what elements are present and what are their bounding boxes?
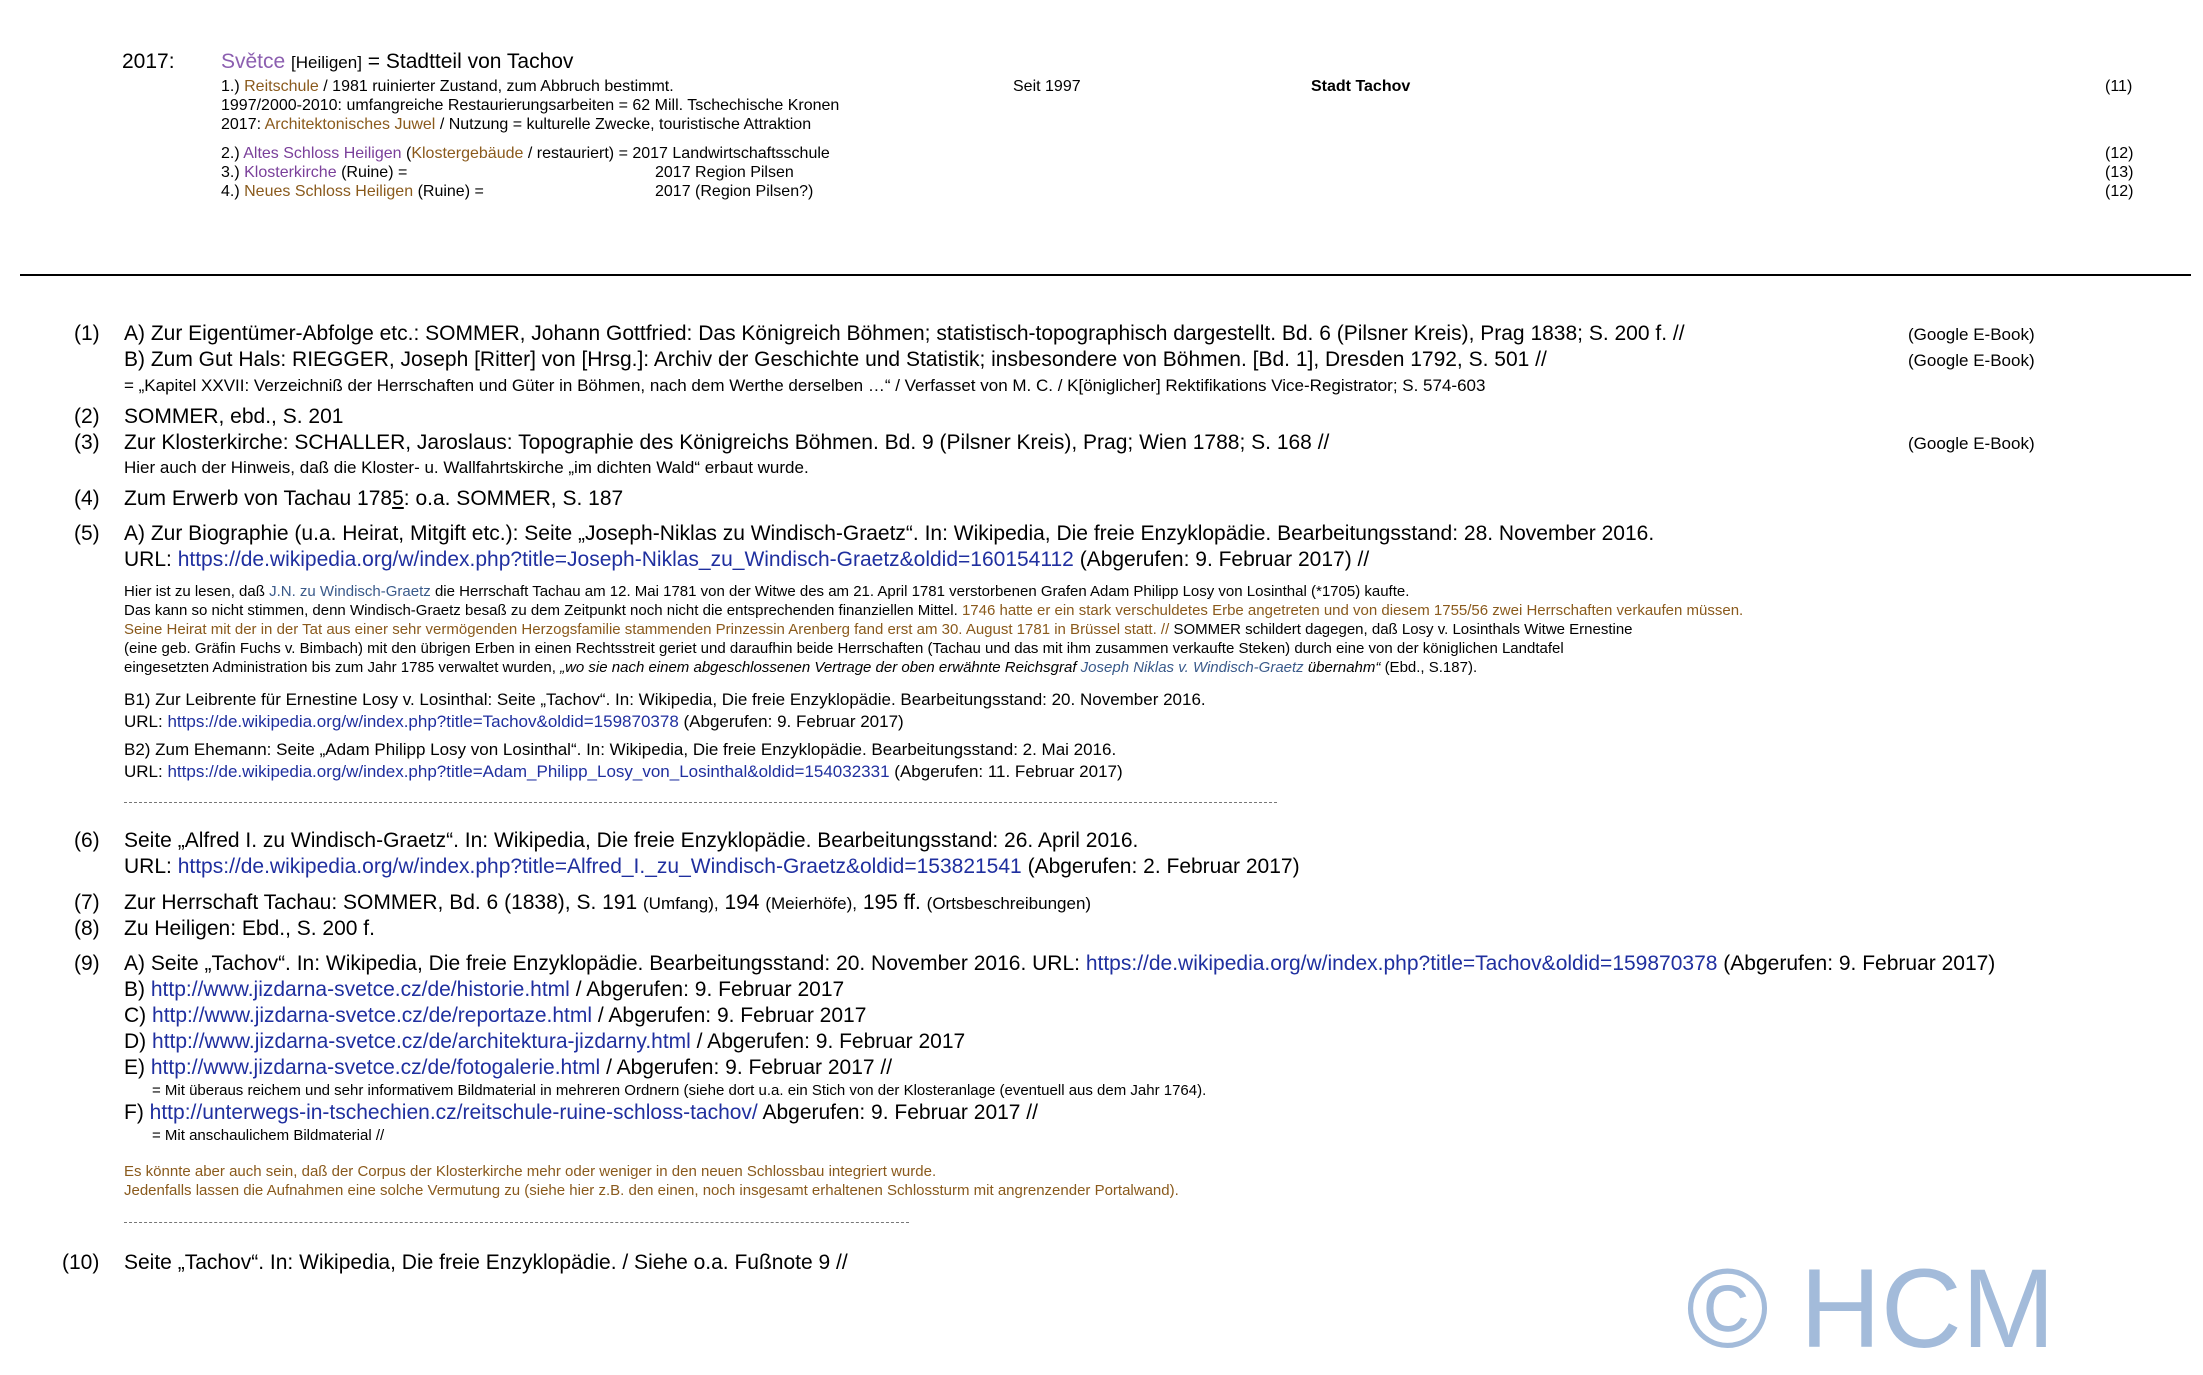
footnote-number: (6) [74, 829, 100, 852]
url-label: URL: [124, 762, 163, 781]
url-label: URL: [124, 855, 172, 878]
footnote-5-b2: B2) Zum Ehemann: Seite „Adam Philipp Losy von Losinthal“. In: Wikipedia, Die freie Enzyklopädie. Bearbeitungsstand: 2. Mai 2016. [124, 740, 1117, 759]
letter: C) [124, 1004, 147, 1027]
footnote-5-para-3 [124, 621, 1633, 638]
title-rest: = Stadtteil von Tachov [367, 50, 574, 73]
person-name: J.N. zu Windisch-Graetz [269, 583, 431, 600]
retrieved: (Abgerufen: 9. Februar 2017) [683, 712, 904, 731]
title-bracket: [Heiligen] [291, 53, 362, 72]
web-link[interactable]: http://www.jizdarna-svetce.cz/de/architektura-jizdarny.html [152, 1030, 691, 1053]
letter: E) [124, 1056, 145, 1079]
retrieved: (Abgerufen: 11. Februar 2017) [894, 762, 1123, 781]
footnote-5-para-2 [124, 602, 1743, 619]
web-link[interactable]: http://www.jizdarna-svetce.cz/de/reportaze.html [152, 1004, 593, 1027]
site-desc: (Ruine) = [417, 183, 484, 200]
site-num: 4.) [221, 183, 240, 200]
wiki-link[interactable]: https://de.wikipedia.org/w/index.php?title=Joseph-Niklas_zu_Windisch-Graetz&oldid=160154112 [177, 548, 1074, 571]
site-row-3-status: 2017 Region Pilsen [655, 164, 794, 181]
footnote-5-para-4: (eine geb. Gräfin Fuchs v. Bimbach) mit den übrigen Erben in einen Rechtsstreit geriet und daraufhin beide Herrschaften (Tachau und das mit ihm zusammen verkaufte Steken) durch eine von der königlichen Landtafel [124, 640, 1564, 657]
footnote-9a [124, 952, 1995, 976]
text: 195 ff. [862, 891, 921, 914]
letter: F) [124, 1101, 144, 1124]
footnote-number: (2) [74, 405, 100, 428]
site-name: Altes Schloss Heiligen [243, 145, 402, 162]
site-status: restauriert) = 2017 Landwirtschaftsschule [536, 145, 830, 162]
site-row-2-note: (12) [2105, 145, 2134, 162]
site-row-1c [221, 116, 811, 134]
site-name: Reitschule [244, 78, 319, 95]
url-label: URL: [124, 712, 163, 731]
retrieved: (Abgerufen: 2. Februar 2017) [1027, 855, 1300, 878]
section-divider [20, 274, 2191, 276]
wiki-link[interactable]: https://de.wikipedia.org/w/index.php?title=Tachov&oldid=159870378 [167, 712, 679, 731]
letter: D) [124, 1030, 147, 1053]
retrieved: Abgerufen: 9. Februar 2017 // [762, 1101, 1038, 1124]
site-desc: / 1981 ruinierter Zustand, zum Abbruch bestimmt. [323, 78, 674, 95]
text: : o.a. SOMMER, S. 187 [403, 487, 624, 510]
highlight: Architektonisches Juwel [264, 116, 436, 133]
person-name: Joseph Niklas v. Windisch-Graetz [1080, 659, 1304, 676]
wiki-link[interactable]: https://de.wikipedia.org/w/index.php?title=Tachov&oldid=159870378 [1085, 952, 1718, 975]
site-row-1 [221, 78, 674, 96]
web-link[interactable]: http://unterwegs-in-tschechien.cz/reitschule-ruine-schloss-tachov/ [149, 1101, 758, 1124]
text: A) Seite „Tachov“. In: Wikipedia, Die freie Enzyklopädie. Bearbeitungsstand: 20. November 2016. URL: [124, 952, 1080, 975]
footnote-6: Seite „Alfred I. zu Windisch-Graetz“. In: Wikipedia, Die freie Enzyklopädie. Bearbeitungsstand: 26. April 2016. [124, 829, 1139, 852]
site-num: 1.) [221, 78, 240, 95]
title-place: Světce [221, 50, 286, 73]
text: die Herrschaft Tachau am 12. Mai 1781 von der Witwe des am 21. April 1781 verstorbenen Grafen Adam Philipp Losy von Losinthal (*1705) kaufte. [434, 583, 1410, 600]
footnote-9d [124, 1030, 965, 1054]
site-row-3 [221, 164, 407, 182]
retrieved: (Abgerufen: 9. Februar 2017) [1723, 952, 1996, 975]
comment-line-2: Jedenfalls lassen die Aufnahmen eine solche Vermutung zu (siehe hier z.B. den einen, noch insgesamt erhaltenen Schlossturm mit angrenzender Portalwand). [124, 1182, 1179, 1199]
footnote-5-para-5 [124, 659, 1477, 676]
footnote-5a: A) Zur Biographie (u.a. Heirat, Mitgift etc.): Seite „Joseph-Niklas zu Windisch-Graetz“. In: Wikipedia, Die freie Enzyklopädie. Bearbeitungsstand: 28. November 2016. [124, 522, 1655, 545]
wiki-link[interactable]: https://de.wikipedia.org/w/index.php?title=Alfred_I._zu_Windisch-Graetz&oldid=153821541 [177, 855, 1022, 878]
small-text: (Umfang), [643, 894, 719, 913]
footnote-5-b2-url-line [124, 762, 1123, 782]
google-ebook-note: (Google E-Book) [1908, 351, 2035, 370]
site-row-4 [221, 183, 484, 201]
footnote-number: (4) [74, 487, 100, 510]
footnote-8: Zu Heiligen: Ebd., S. 200 f. [124, 917, 375, 940]
site-num: 2.) [221, 145, 240, 162]
site-row-4-status: 2017 (Region Pilsen?) [655, 183, 814, 200]
text: Zum Erwerb von Tachau 178 [124, 487, 393, 510]
footnote-1a: A) Zur Eigentümer-Abfolge etc.: SOMMER, Johann Gottfried: Das Königreich Böhmen; statistisch-topographisch dargestellt. Bd. 6 (Pilsner Kreis), Prag 1838; S. 200 f. // [124, 322, 1685, 345]
google-ebook-note: (Google E-Book) [1908, 325, 2035, 344]
site-row-2 [221, 145, 830, 163]
dashed-divider [124, 802, 1277, 803]
web-link[interactable]: http://www.jizdarna-svetce.cz/de/historie.html [150, 978, 570, 1001]
footnote-9e-note: = Mit überaus reichem und sehr informativem Bildmaterial in mehreren Ordnern (siehe dort u.a. ein Stich von der Klosteranlage (eventuell aus dem Jahr 1764). [152, 1082, 1207, 1099]
footnote-9b [124, 978, 844, 1002]
text: eingesetzten Administration bis zum Jahr 1785 verwaltet wurden, [124, 659, 556, 676]
retrieved: / Abgerufen: 9. Februar 2017 [597, 1004, 867, 1027]
separator: / [527, 145, 533, 162]
footnote-9f-note: = Mit anschaulichem Bildmaterial // [152, 1127, 385, 1144]
dashed-divider [124, 1222, 909, 1223]
highlight: 1746 hatte er ein stark verschuldetes Erbe angetreten und von diesem 1755/56 zwei Herrschaften verkaufen müssen. [961, 602, 1744, 619]
site-row-1-owner: Stadt Tachov [1311, 78, 1411, 95]
footnote-6-url-line [124, 855, 1300, 879]
retrieved: (Abgerufen: 9. Februar 2017) // [1079, 548, 1370, 571]
footnote-number: (3) [74, 431, 100, 454]
footnote-10: Seite „Tachov“. In: Wikipedia, Die freie Enzyklopädie. / Siehe o.a. Fußnote 9 // [124, 1251, 848, 1274]
footnote-3b: Hier auch der Hinweis, daß die Kloster- u. Wallfahrtskirche „im dichten Wald“ erbaut wurde. [124, 458, 809, 477]
quote: „wo sie nach einem abgeschlossenen Vertrage der oben erwähnte Reichsgraf [560, 659, 1077, 676]
footnote-9e [124, 1056, 892, 1080]
paren-open: ( [405, 145, 412, 162]
footnote-2: SOMMER, ebd., S. 201 [124, 405, 344, 428]
text: 194 [724, 891, 760, 914]
footnote-5-url-line [124, 548, 1369, 572]
small-text: (Meierhöfe), [765, 894, 857, 913]
footnote-5-b1-url-line [124, 712, 904, 732]
footnote-5-para-1 [124, 583, 1409, 600]
text: Das kann so nicht stimmen, denn Windisch-Graetz besaß zu dem Zeitpunkt noch nicht die entsprechenden finanziellen Mittel. [124, 602, 958, 619]
copyright-watermark: © HCM [1686, 1246, 2055, 1371]
site-row-4-note: (12) [2105, 183, 2134, 200]
small-text: (Ortsbeschreibungen) [926, 894, 1092, 913]
google-ebook-note: (Google E-Book) [1908, 434, 2035, 453]
footnote-number: (10) [62, 1251, 100, 1274]
site-row-1b: 1997/2000-2010: umfangreiche Restaurierungsarbeiten = 62 Mill. Tschechische Kronen [221, 97, 840, 114]
footnote-3: Zur Klosterkirche: SCHALLER, Jaroslaus: Topographie des Königreichs Böhmen. Bd. 9 (Pilsner Kreis), Prag; Wien 1788; S. 168 // [124, 431, 1330, 454]
year-label: 2017: [122, 50, 175, 73]
underlined-digit: 5 [392, 487, 404, 510]
footnote-1c: = „Kapitel XXVII: Verzeichniß der Herrschaften und Güter in Böhmen, nach dem Werthe derselben …“ / Verfasset von M. C. / K[öniglicher] Rektifikations Vice-Registrator; S. 574-603 [124, 376, 1486, 395]
year: 2017: [221, 116, 262, 133]
usage: / Nutzung = kulturelle Zwecke, touristische Attraktion [439, 116, 812, 133]
footnote-9f [124, 1101, 1038, 1125]
site-row-3-note: (13) [2105, 164, 2134, 181]
footnote-number: (8) [74, 917, 100, 940]
footnote-7 [124, 891, 1091, 915]
footnote-1b: B) Zum Gut Hals: RIEGGER, Joseph [Ritter] von [Hrsg.]: Archiv der Geschichte und Statistik; insbesondere von Böhmen. [Bd. 1], Dresden 1792, S. 501 // [124, 348, 1547, 371]
footnote-number: (5) [74, 522, 100, 545]
retrieved: / Abgerufen: 9. Februar 2017 // [606, 1056, 893, 1079]
retrieved: / Abgerufen: 9. Februar 2017 [575, 978, 845, 1001]
web-link[interactable]: http://www.jizdarna-svetce.cz/de/fotogalerie.html [150, 1056, 601, 1079]
text: Hier ist zu lesen, daß [124, 583, 265, 600]
retrieved: / Abgerufen: 9. Februar 2017 [696, 1030, 966, 1053]
site-num: 3.) [221, 164, 240, 181]
site-desc: (Ruine) = [341, 164, 408, 181]
text: SOMMER schildert dagegen, daß Losy v. Losinthals Witwe Ernestine [1173, 621, 1633, 638]
site-row-1-note: (11) [2105, 78, 2133, 95]
footnote-number: (7) [74, 891, 100, 914]
site-name: Neues Schloss Heiligen [244, 183, 414, 200]
footnote-4 [124, 487, 623, 511]
footnote-5-b1: B1) Zur Leibrente für Ernestine Losy v. Losinthal: Seite „Tachov“. In: Wikipedia, Die freie Enzyklopädie. Bearbeitungsstand: 20. November 2016. [124, 690, 1206, 709]
site-row-1-since: Seit 1997 [1013, 78, 1081, 95]
footnote-9c [124, 1004, 866, 1028]
footnote-number: (9) [74, 952, 100, 975]
page-title [221, 50, 573, 74]
text: Zur Herrschaft Tachau: SOMMER, Bd. 6 (1838), S. 191 [124, 891, 638, 914]
letter: B) [124, 978, 145, 1001]
text: (Ebd., S.187). [1384, 659, 1478, 676]
highlight: Seine Heirat mit der in der Tat aus einer sehr vermögenden Herzogsfamilie stammenden Prinzessin Arenberg fand erst am 30. August 1781 in Brüssel statt. // [124, 621, 1170, 638]
quote: übernahm“ [1307, 659, 1381, 676]
footnote-number: (1) [74, 322, 100, 345]
site-name: Klosterkirche [244, 164, 337, 181]
comment-line-1: Es könnte aber auch sein, daß der Corpus der Klosterkirche mehr oder weniger in den neuen Schlossbau integriert wurde. [124, 1163, 937, 1180]
wiki-link[interactable]: https://de.wikipedia.org/w/index.php?title=Adam_Philipp_Losy_von_Losinthal&oldid=154032331 [167, 762, 890, 781]
site-former-use: Klostergebäude [411, 145, 524, 162]
url-label: URL: [124, 548, 172, 571]
